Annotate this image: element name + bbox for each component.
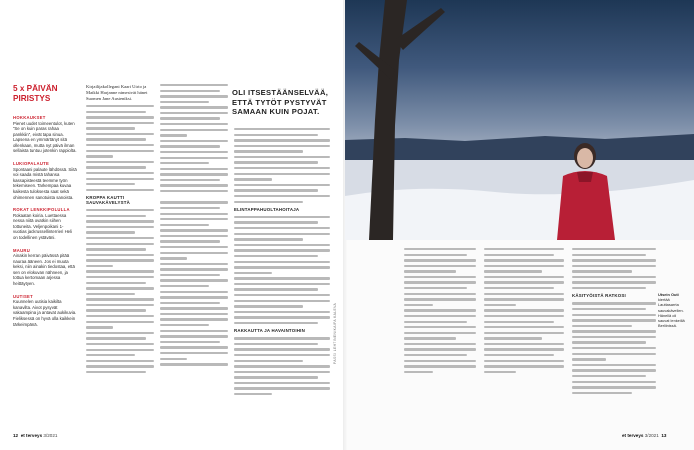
text-line bbox=[86, 248, 146, 250]
text-line bbox=[572, 386, 656, 388]
text-line bbox=[484, 337, 542, 339]
text-line bbox=[572, 259, 656, 261]
text-line bbox=[484, 360, 564, 362]
text-line bbox=[86, 189, 154, 191]
text-line bbox=[160, 162, 209, 164]
coat-collar bbox=[577, 172, 593, 182]
text-line bbox=[160, 363, 228, 365]
text-line bbox=[572, 358, 606, 360]
text-line bbox=[572, 336, 656, 338]
text-line bbox=[484, 270, 542, 272]
photo-caption bbox=[658, 292, 688, 328]
magazine-name: et terveys bbox=[20, 433, 43, 438]
text-line bbox=[234, 244, 330, 246]
text-line bbox=[234, 189, 318, 191]
column-subheading: RAKKAUTTA JA HAVAINTOIHIN bbox=[234, 328, 305, 334]
text-line bbox=[234, 376, 318, 378]
text-line bbox=[234, 294, 330, 296]
text-line bbox=[234, 145, 330, 147]
body-column-3 bbox=[160, 84, 228, 369]
text-line bbox=[484, 265, 564, 267]
tip-heading: HOKKAUKSET bbox=[13, 115, 46, 120]
text-line bbox=[160, 218, 228, 220]
text-line bbox=[234, 311, 330, 313]
text-line bbox=[572, 341, 646, 343]
text-line bbox=[572, 270, 632, 272]
text-line bbox=[234, 156, 330, 158]
text-line bbox=[86, 304, 154, 306]
text-line bbox=[160, 296, 228, 298]
text-line bbox=[86, 183, 135, 185]
text-line bbox=[404, 360, 476, 362]
text-line bbox=[86, 365, 154, 367]
text-line bbox=[86, 155, 113, 157]
text-line bbox=[86, 315, 154, 317]
column-subheading: ELINTAPPAHUOLTAHOITAJA bbox=[234, 206, 300, 212]
text-line bbox=[160, 346, 228, 348]
text-line bbox=[484, 281, 564, 283]
text-line bbox=[404, 354, 467, 356]
text-line bbox=[160, 207, 220, 209]
text-line bbox=[86, 105, 154, 107]
text-line bbox=[234, 316, 330, 318]
text-line bbox=[572, 248, 656, 250]
text-line bbox=[234, 266, 330, 268]
text-line bbox=[160, 229, 228, 231]
text-line bbox=[160, 291, 228, 293]
text-line bbox=[86, 166, 146, 168]
text-line bbox=[234, 387, 330, 389]
text-line bbox=[234, 393, 272, 395]
text-line bbox=[86, 178, 154, 180]
text-line bbox=[404, 248, 476, 250]
text-line bbox=[86, 276, 154, 278]
tip-heading: MAURU bbox=[13, 247, 31, 253]
right-footer bbox=[622, 433, 666, 438]
text-line bbox=[160, 263, 228, 265]
tip-item bbox=[13, 207, 77, 240]
text-line bbox=[160, 358, 187, 360]
text-line bbox=[86, 172, 154, 174]
text-line bbox=[160, 257, 187, 259]
tip-body: Kuunnelen uutisia kaikilta kanavilta. Aivot pysyvät vakaampina ja antavat aukikuvia. Fieliksessä on hyvä olla kaikkein tärkeimpänä. bbox=[13, 299, 77, 327]
text-line bbox=[160, 213, 228, 215]
text-line bbox=[160, 190, 228, 192]
text-line bbox=[160, 117, 220, 119]
tip-body: Rokaatan koiria. Luettaessa nessa niitä ovatkin siihen tottuneita. Veljenpoikani 1-vuotias jackrussellinterrieri Heli on todellinen ystäväni. bbox=[13, 212, 72, 240]
text-line bbox=[86, 226, 154, 228]
text-line bbox=[234, 167, 330, 169]
text-line bbox=[86, 220, 154, 222]
text-line bbox=[484, 293, 564, 295]
text-line bbox=[160, 95, 228, 97]
text-line bbox=[160, 268, 228, 270]
text-line bbox=[234, 337, 330, 339]
page-number: 13 bbox=[661, 433, 667, 438]
text-line bbox=[404, 315, 476, 317]
tip-heading: ROKAT LENKKIPOLULLA bbox=[13, 207, 70, 213]
text-line bbox=[86, 116, 154, 118]
text-line bbox=[234, 354, 330, 356]
text-line bbox=[160, 313, 228, 315]
text-line bbox=[572, 265, 656, 267]
text-line bbox=[404, 348, 476, 350]
text-line bbox=[484, 254, 554, 256]
text-line bbox=[160, 302, 220, 304]
text-line bbox=[572, 287, 646, 289]
text-line bbox=[572, 308, 646, 310]
text-line bbox=[234, 216, 330, 218]
text-line bbox=[234, 161, 318, 163]
text-line bbox=[160, 318, 228, 320]
text-line bbox=[160, 201, 228, 203]
body-column-4 bbox=[234, 128, 330, 399]
text-line bbox=[404, 343, 476, 345]
text-line bbox=[234, 227, 330, 229]
text-line bbox=[160, 123, 228, 125]
text-line bbox=[572, 325, 632, 327]
text-line bbox=[160, 240, 220, 242]
magazine-name: et terveys bbox=[622, 433, 644, 438]
text-line bbox=[86, 150, 154, 152]
text-line bbox=[160, 179, 220, 181]
text-line bbox=[86, 127, 135, 129]
text-line bbox=[234, 348, 330, 350]
tip-body: Spontaani palaute lähdössä. Siitä voi saada mistä tahansa kassapisteestä teemme työn tekemiseen. Tarkempaa kuvaa kaikesta tuloksesta saat sekä ohimennen sanotuista sanoista. bbox=[13, 166, 77, 200]
text-line bbox=[404, 281, 476, 283]
tip-body: Pienet uudet toimeentulot, kuten “Se on kuin paras rahaa pankkiin”, eivät tapa sinua. Lapsena en ymmärtänyt sitä ollenkaan, mutta nyt päivä ilman sellaista tuntuu jotenkin rappiolta. bbox=[13, 120, 77, 154]
text-line bbox=[572, 353, 656, 355]
text-line bbox=[160, 145, 220, 147]
text-line bbox=[160, 173, 228, 175]
sidebar-title: 5 x PÄIVÄN PIRISTYS bbox=[13, 84, 58, 103]
text-line bbox=[484, 326, 564, 328]
text-line bbox=[404, 304, 433, 306]
text-line bbox=[234, 184, 330, 186]
text-line bbox=[234, 360, 303, 362]
text-line bbox=[234, 305, 303, 307]
portrait-photo bbox=[345, 0, 694, 240]
text-line bbox=[160, 235, 228, 237]
text-line bbox=[234, 283, 330, 285]
text-line bbox=[234, 195, 330, 197]
text-line bbox=[160, 90, 220, 92]
text-line bbox=[484, 309, 564, 311]
left-footer bbox=[13, 433, 57, 438]
text-line bbox=[86, 337, 146, 339]
text-line bbox=[484, 304, 516, 306]
text-line bbox=[160, 168, 228, 170]
issue-number: 3/2021 bbox=[644, 433, 659, 438]
text-line bbox=[86, 282, 146, 284]
text-line bbox=[484, 276, 564, 278]
text-line bbox=[572, 375, 646, 377]
text-line bbox=[234, 365, 330, 367]
text-line bbox=[160, 151, 228, 153]
text-line bbox=[86, 254, 154, 256]
text-line bbox=[572, 369, 656, 371]
text-line bbox=[404, 298, 476, 300]
text-line bbox=[160, 157, 228, 159]
text-line bbox=[86, 122, 154, 124]
text-line bbox=[86, 231, 135, 233]
text-line bbox=[86, 209, 154, 211]
text-line bbox=[86, 215, 146, 217]
text-line bbox=[86, 321, 154, 323]
column-lead: Kirjailijakollegani Kaari Utrio ja Maikki Harjanne nimesivät hänet Suomen Jane Austeniksi. bbox=[86, 84, 148, 101]
column-subheading: KROPPA KAUTTI SAUVAKÄVELYSTÄ bbox=[86, 195, 131, 206]
text-line bbox=[160, 106, 228, 108]
text-line bbox=[234, 300, 330, 302]
text-line bbox=[86, 371, 146, 373]
tip-heading: UUTISET bbox=[13, 293, 34, 299]
text-line bbox=[86, 133, 154, 135]
text-line bbox=[86, 354, 135, 356]
text-line bbox=[160, 324, 209, 326]
text-line bbox=[234, 322, 318, 324]
text-line bbox=[234, 261, 330, 263]
snow-shore-scene bbox=[345, 0, 694, 240]
text-line bbox=[160, 252, 228, 254]
text-line bbox=[234, 201, 303, 203]
right-column-1 bbox=[404, 248, 476, 376]
text-line bbox=[234, 150, 303, 152]
text-line bbox=[86, 138, 146, 140]
text-line bbox=[404, 326, 476, 328]
text-line bbox=[160, 84, 228, 86]
text-line bbox=[160, 352, 228, 354]
text-line bbox=[160, 246, 228, 248]
caption-body: kiertää Lauttasarrta sauvakävellen. Hänellä oli sauvat lenkeillä Berliinissä. bbox=[658, 297, 685, 329]
text-line bbox=[572, 364, 656, 366]
text-line bbox=[160, 330, 228, 332]
text-line bbox=[484, 371, 516, 373]
text-line bbox=[86, 293, 135, 295]
tip-heading: LUKIOPALAUTE bbox=[13, 161, 50, 167]
text-line bbox=[234, 233, 330, 235]
text-line bbox=[484, 315, 564, 317]
tip-item bbox=[13, 161, 77, 200]
text-line bbox=[404, 337, 456, 339]
text-line bbox=[160, 134, 187, 136]
text-line bbox=[160, 274, 220, 276]
text-line bbox=[572, 330, 656, 332]
text-line bbox=[86, 243, 154, 245]
text-line bbox=[86, 270, 154, 272]
text-line bbox=[160, 279, 228, 281]
text-line bbox=[234, 139, 330, 141]
text-line bbox=[572, 314, 656, 316]
text-line bbox=[160, 335, 228, 337]
tip-item bbox=[13, 115, 77, 154]
text-line bbox=[234, 173, 330, 175]
text-line bbox=[86, 332, 154, 334]
text-line bbox=[404, 270, 456, 272]
text-line bbox=[160, 101, 209, 103]
text-line bbox=[160, 307, 228, 309]
text-line bbox=[86, 287, 154, 289]
text-line bbox=[404, 332, 476, 334]
text-line bbox=[484, 321, 554, 323]
text-line bbox=[404, 287, 467, 289]
text-line bbox=[160, 140, 228, 142]
text-line bbox=[572, 254, 646, 256]
text-line bbox=[484, 298, 564, 300]
text-line bbox=[86, 161, 154, 163]
text-line bbox=[484, 343, 564, 345]
text-line bbox=[572, 276, 656, 278]
text-line bbox=[404, 254, 467, 256]
text-line bbox=[404, 265, 476, 267]
tip-item bbox=[13, 294, 77, 327]
text-line bbox=[160, 129, 228, 131]
text-line bbox=[234, 288, 318, 290]
text-line bbox=[404, 259, 476, 261]
body-column-2 bbox=[86, 84, 154, 376]
text-line bbox=[86, 265, 113, 267]
text-line bbox=[160, 285, 209, 287]
treeline-shape bbox=[345, 134, 694, 164]
text-line bbox=[86, 237, 154, 239]
text-line bbox=[484, 332, 564, 334]
right-column-3 bbox=[572, 248, 656, 397]
text-line bbox=[86, 259, 154, 261]
text-line bbox=[86, 298, 154, 300]
right-column-2 bbox=[484, 248, 564, 376]
text-line bbox=[160, 224, 209, 226]
text-line bbox=[484, 248, 564, 250]
text-line bbox=[572, 302, 656, 304]
page-number: 12 bbox=[13, 433, 19, 438]
text-line bbox=[160, 341, 220, 343]
column-subheading: KÄSITYÖISTÄ RATKOSI bbox=[572, 293, 626, 299]
face-shape bbox=[577, 148, 593, 168]
text-line bbox=[404, 276, 476, 278]
text-line bbox=[404, 309, 476, 311]
tip-body: Ainakin kerran päivässä pitää nauraa ääneen. Jos ei muuta keksi, niin ainakin tiedostaa, että sen on elokuvan nähneen, ja tottua kertomaan arjessa heittäytyen. bbox=[13, 253, 75, 287]
text-line bbox=[234, 238, 303, 240]
text-line bbox=[234, 249, 330, 251]
text-line bbox=[234, 382, 330, 384]
text-line bbox=[572, 381, 656, 383]
text-line bbox=[160, 112, 228, 114]
text-line bbox=[234, 272, 272, 274]
text-line bbox=[234, 255, 318, 257]
text-line bbox=[86, 144, 154, 146]
text-line bbox=[572, 392, 632, 394]
text-line bbox=[86, 326, 113, 328]
pull-quote: OLI ITSESTÄÄNSELVÄÄ, ETTÄ TYTÖT PYSTYVÄT SAMAAN KUIN POJAT. bbox=[232, 88, 329, 117]
text-line bbox=[404, 321, 467, 323]
text-line bbox=[484, 354, 554, 356]
issue-number: 3/2021 bbox=[43, 433, 58, 438]
text-line bbox=[572, 347, 656, 349]
text-line bbox=[160, 184, 228, 186]
text-line bbox=[234, 178, 272, 180]
text-line bbox=[234, 128, 330, 130]
text-line bbox=[86, 349, 154, 351]
text-gap bbox=[160, 196, 228, 199]
text-line bbox=[404, 293, 476, 295]
text-line bbox=[234, 343, 318, 345]
text-line bbox=[234, 277, 330, 279]
text-line bbox=[234, 134, 318, 136]
photo-credit: PASSI LEHTINEN/KAIFA KALEVA bbox=[333, 302, 337, 364]
text-line bbox=[86, 309, 146, 311]
sidebar-tips bbox=[13, 84, 77, 334]
text-line bbox=[484, 348, 564, 350]
text-line bbox=[86, 360, 154, 362]
text-line bbox=[572, 319, 656, 321]
tip-item bbox=[13, 248, 77, 287]
text-line bbox=[404, 371, 433, 373]
text-line bbox=[86, 111, 146, 113]
text-line bbox=[234, 221, 318, 223]
text-line bbox=[484, 259, 564, 261]
text-line bbox=[484, 365, 564, 367]
text-line bbox=[86, 343, 154, 345]
text-line bbox=[484, 287, 554, 289]
text-line bbox=[404, 365, 476, 367]
text-line bbox=[234, 371, 330, 373]
caption-lead: Utsein Outi bbox=[658, 292, 679, 297]
text-line bbox=[572, 281, 656, 283]
